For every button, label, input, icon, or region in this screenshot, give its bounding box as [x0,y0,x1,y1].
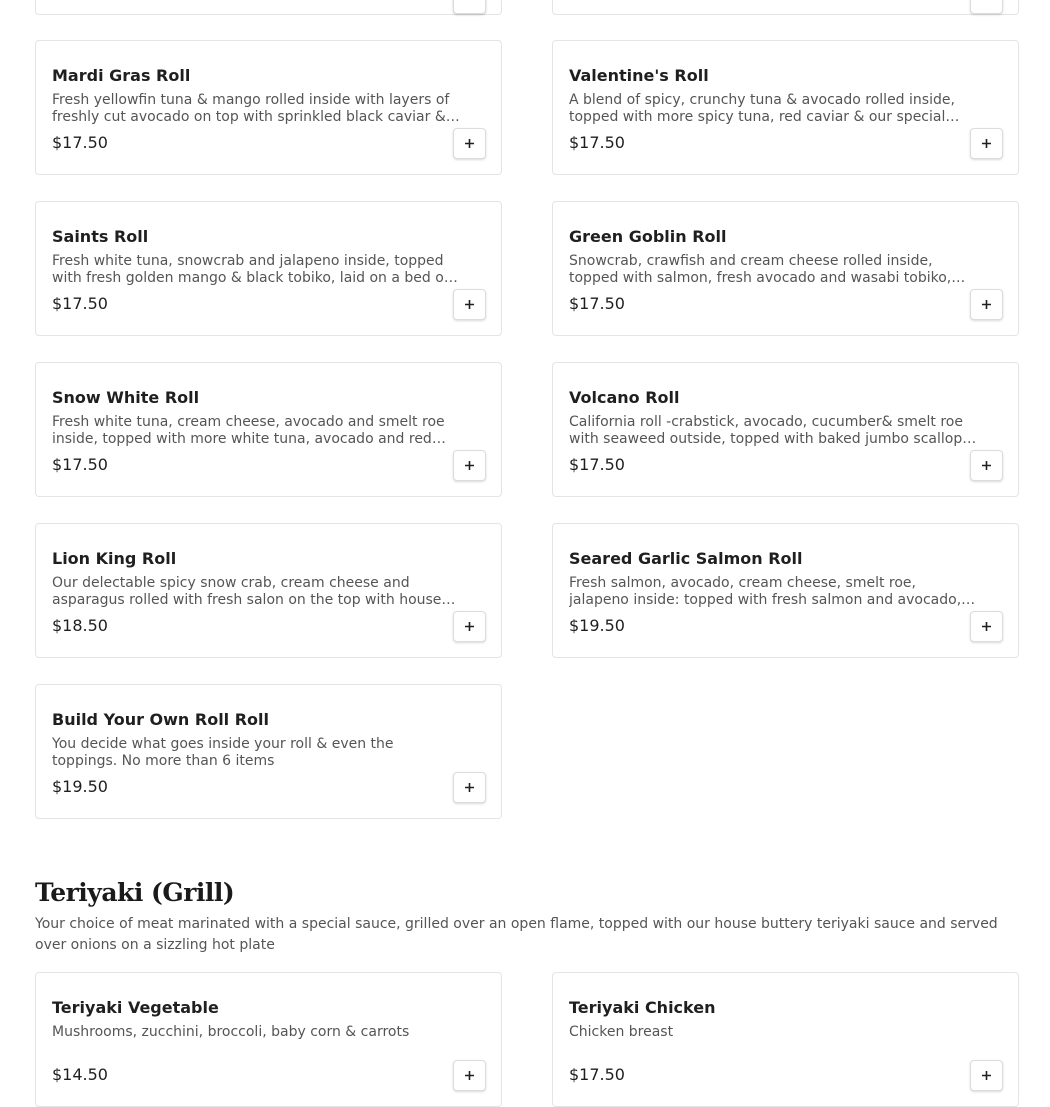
item-name: Build Your Own Roll Roll [52,710,270,729]
menu-item-card[interactable] [35,0,502,15]
plus-icon [981,138,992,149]
menu-item-card[interactable] [35,201,502,336]
menu-item-card[interactable] [35,362,502,497]
item-name: Saints Roll [52,227,149,246]
plus-icon [464,1070,475,1081]
item-description: Our delectable spicy snow crab, cream cheese and asparagus rolled with fresh salon on the top with house [52,575,442,608]
section-title: Teriyaki (Grill) [35,878,235,907]
add-to-cart-button[interactable] [970,1060,1003,1091]
plus-icon [981,621,992,632]
plus-icon [464,299,475,310]
menu-item-card[interactable] [552,362,1019,497]
item-name: Valentine's Roll [569,66,709,85]
add-to-cart-button[interactable] [970,0,1003,14]
item-description: Fresh yellowfin tuna & mango rolled inside with layers of freshly cut avocado on top with sprinkled black caviar & [52,92,450,125]
add-to-cart-button[interactable] [970,289,1003,320]
menu-item-card[interactable] [35,684,502,819]
item-description: You decide what goes inside your roll & even the toppings. No more than 6 items [52,736,394,769]
plus-icon [464,138,475,149]
item-name: Snow White Roll [52,388,200,407]
item-price: $17.50 [52,455,108,474]
menu-item-card[interactable] [552,972,1019,1107]
item-description: Fresh salmon, avocado, cream cheese, smelt roe, jalapeno inside: topped with fresh salmon and avocado, [569,575,962,608]
item-description: Snowcrab, crawfish and cream cheese rolled inside, topped with salmon, fresh avocado and wasabi tobiko, [569,253,952,286]
plus-icon [464,621,475,632]
menu-item-card[interactable] [552,523,1019,658]
item-price: $17.50 [569,294,625,313]
section-description: Your choice of meat marinated with a special sauce, grilled over an open flame, topped with our house buttery teriyaki sauce and served over onions on a sizzling hot plate [35,916,998,953]
item-price: $19.50 [569,616,625,635]
plus-icon [464,460,475,471]
menu-item-card[interactable] [35,972,502,1107]
item-name: Mardi Gras Roll [52,66,191,85]
plus-icon [981,299,992,310]
add-to-cart-button[interactable] [453,128,486,159]
item-name: Teriyaki Chicken [569,998,716,1017]
add-to-cart-button[interactable] [453,1060,486,1091]
menu-item-card[interactable] [552,40,1019,175]
add-to-cart-button[interactable] [453,289,486,320]
menu-item-card[interactable] [35,523,502,658]
add-to-cart-button[interactable] [970,450,1003,481]
item-price: $18.50 [52,616,108,635]
item-description: Fresh white tuna, cream cheese, avocado and smelt roe inside, topped with more white tuna, avocado and red [52,414,445,447]
item-description: California roll -crabstick, avocado, cucumber& smelt roe with seaweed outside, topped with baked jumbo scallop, [569,414,967,447]
menu-item-card[interactable] [552,201,1019,336]
item-description: Chicken breast [569,1024,674,1040]
item-description: Mushrooms, zucchini, broccoli, baby corn & carrots [52,1024,410,1040]
plus-icon [981,460,992,471]
menu-item-card[interactable] [35,40,502,175]
item-price: $17.50 [52,294,108,313]
item-price: $19.50 [52,777,108,796]
item-name: Teriyaki Vegetable [52,998,219,1017]
add-to-cart-button[interactable] [970,128,1003,159]
item-name: Seared Garlic Salmon Roll [569,549,803,568]
add-to-cart-button[interactable] [453,450,486,481]
item-description: A blend of spicy, crunchy tuna & avocado rolled inside, topped with more spicy tuna, red caviar & our special [569,92,955,125]
item-name: Lion King Roll [52,549,177,568]
plus-icon [464,782,475,793]
menu-item-card[interactable] [552,0,1019,15]
add-to-cart-button[interactable] [970,611,1003,642]
item-price: $17.50 [569,133,625,152]
add-to-cart-button[interactable] [453,0,486,14]
add-to-cart-button[interactable] [453,611,486,642]
add-to-cart-button[interactable] [453,772,486,803]
plus-icon [981,1070,992,1081]
item-description: Fresh white tuna, snowcrab and jalapeno inside, topped with fresh golden mango & black tobiko, laid on a bed of [52,253,449,286]
item-price: $17.50 [569,1065,625,1084]
item-price: $14.50 [52,1065,108,1084]
item-name: Green Goblin Roll [569,227,727,246]
item-price: $17.50 [569,455,625,474]
item-name: Volcano Roll [569,388,680,407]
item-price: $17.50 [52,133,108,152]
